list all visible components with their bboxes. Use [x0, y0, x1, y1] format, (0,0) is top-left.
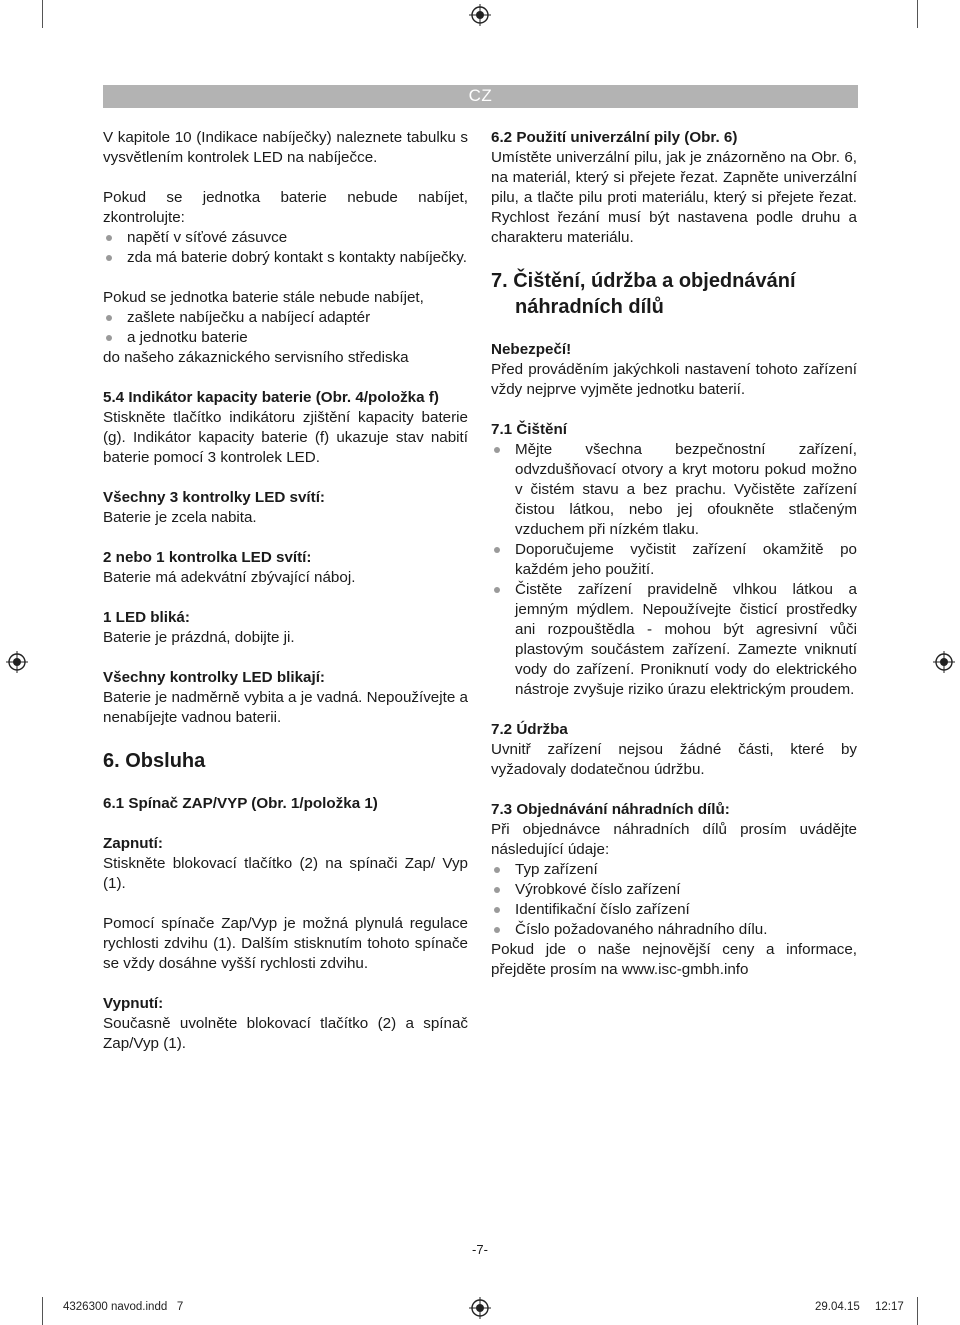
registration-mark-bottom-icon — [469, 1297, 491, 1319]
subheading: 1 LED bliká: — [103, 609, 190, 626]
right-column — [491, 128, 857, 980]
list-item: zda má baterie dobrý kontakt s kontakty nabíječky. — [103, 248, 468, 268]
paragraph: Pokud se jednotka baterie stále nebude nabíjet, — [103, 289, 424, 306]
subheading: 2 nebo 1 kontrolka LED svítí: — [103, 549, 312, 566]
paragraph: Baterie je zcela nabita. — [103, 509, 257, 526]
crop-mark — [42, 1297, 43, 1325]
paragraph: Pokud se jednotka baterie nebude nabíjet, zkontrolujte: — [103, 189, 468, 226]
paragraph: Umístěte univerzální pilu, jak je znázorněno na Obr. 6, na materiál, který si přejete řezat. Zapněte univerzální pilu, a tlačte pilu proti materiálu, který si přejete řezat. Rychlost řezání musí být nastavena podle druhu a charakteru materiálu. — [491, 149, 857, 246]
section-heading: 5.4 Indikátor kapacity baterie (Obr. 4/položka f) — [103, 389, 439, 406]
list-item: Doporučujeme vyčistit zařízení okamžitě po každém jeho použití. — [491, 540, 857, 580]
list-item: Identifikační číslo zařízení — [491, 900, 857, 920]
paragraph: Stiskněte blokovací tlačítko (2) na spínači Zap/ Vyp (1). — [103, 855, 468, 892]
crop-mark — [917, 0, 918, 28]
order-details-list — [491, 860, 857, 940]
paragraph: Při objednávce náhradních dílů prosím uvádějte následující údaje: — [491, 821, 857, 858]
list-item: Čistěte zařízení pravidelně vlhkou látkou a jemným mýdlem. Nepoužívejte čisticí prostředky ani rozpouštědla - mohou být agresivní vůči plastovým součástem zařízení. Zamezte vniknutí vody do zařízení. Proniknutí vody do elektrického nástroje zvyšuje riziko úrazu elektrickým proudem. — [491, 580, 857, 700]
paragraph: Uvnitř zařízení nejsou žádné části, které by vyžadovaly dodatečnou údržbu. — [491, 741, 857, 778]
list-item: a jednotku baterie — [103, 328, 468, 348]
chapter-heading — [491, 268, 857, 320]
paragraph: Pomocí spínače Zap/Vyp je možná plynulá regulace rychlosti zdvihu (1). Dalším stisknutím tohoto spínače se vždy dosáhne vyšší rychlosti zdvihu. — [103, 915, 468, 972]
paragraph: Pokud jde o naše nejnovější ceny a informace, přejděte prosím na www.isc-gmbh.info — [491, 941, 857, 978]
subheading: Vypnutí: — [103, 995, 164, 1012]
chapter-heading: 6. Obsluha — [103, 750, 206, 772]
subheading: Všechny kontrolky LED blikají: — [103, 669, 325, 686]
section-heading: 6.1 Spínač ZAP/VYP (Obr. 1/položka 1) — [103, 795, 378, 812]
paragraph: Baterie je nadměrně vybita a je vadná. Nepoužívejte a nenabíjejte vadnou baterii. — [103, 689, 468, 726]
paragraph: Baterie je prázdná, dobijte ji. — [103, 629, 295, 646]
paragraph: Baterie má adekvátní zbývající náboj. — [103, 569, 356, 586]
page-number: -7- — [472, 1242, 488, 1257]
crop-mark — [917, 1297, 918, 1325]
list-item: napětí v síťové zásuvce — [103, 228, 468, 248]
footer-file-name: 4326300 navod.indd 7 — [63, 1301, 184, 1313]
list-item: Číslo požadovaného náhradního dílu. — [491, 920, 857, 940]
section-heading: 6.2 Použití univerzální pily (Obr. 6) — [491, 129, 738, 146]
chapter-heading-line1: 7. Čištění, údržba a objednávání — [491, 270, 796, 292]
subheading: Zapnutí: — [103, 835, 163, 852]
list-item: Typ zařízení — [491, 860, 857, 880]
send-list — [103, 308, 468, 348]
list-item: Mějte všechna bezpečnostní zařízení, odvzdušňovací otvory a kryt motoru pokud možno v čistém stavu a bez prachu. Vyčistěte zařízení čistou látkou, nebo jej ofoukněte stlačeným vzduchem při nízkém tlaku. — [491, 440, 857, 540]
registration-mark-right-icon — [933, 651, 955, 673]
paragraph: V kapitole 10 (Indikace nabíječky) naleznete tabulku s vysvětlením kontrolek LED na nabíječce. — [103, 129, 468, 166]
registration-mark-left-icon — [6, 651, 28, 673]
list-item: zašlete nabíječku a nabíjecí adaptér — [103, 308, 468, 328]
registration-mark-top-icon — [469, 4, 491, 26]
section-heading: 7.1 Čištění — [491, 421, 567, 438]
language-label: CZ — [468, 86, 493, 105]
subheading: Všechny 3 kontrolky LED svítí: — [103, 489, 325, 506]
paragraph: Současně uvolněte blokovací tlačítko (2) a spínač Zap/Vyp (1). — [103, 1015, 468, 1052]
paragraph: Před prováděním jakýchkoli nastavení tohoto zařízení vždy nejprve vyjměte jednotku baterií. — [491, 361, 857, 398]
section-heading: 7.2 Údržba — [491, 721, 568, 738]
footer-time: 12:17 — [875, 1301, 904, 1313]
language-header-bar — [103, 85, 858, 108]
paragraph: Stiskněte tlačítko indikátoru zjištění kapacity baterie (g). Indikátor kapacity baterie (f) ukazuje stav nabití baterie pomocí 3 kontrolek LED. — [103, 409, 468, 466]
cleaning-list — [491, 440, 857, 700]
paragraph: do našeho zákaznického servisního střediska — [103, 349, 409, 366]
footer-date: 29.04.15 — [815, 1301, 860, 1313]
check-list — [103, 228, 468, 268]
list-item: Výrobkové číslo zařízení — [491, 880, 857, 900]
warning-heading: Nebezpečí! — [491, 341, 572, 358]
crop-mark — [42, 0, 43, 28]
section-heading: 7.3 Objednávání náhradních dílů: — [491, 801, 730, 818]
left-column — [103, 128, 468, 1054]
chapter-heading-line2: náhradních dílů — [515, 296, 664, 318]
